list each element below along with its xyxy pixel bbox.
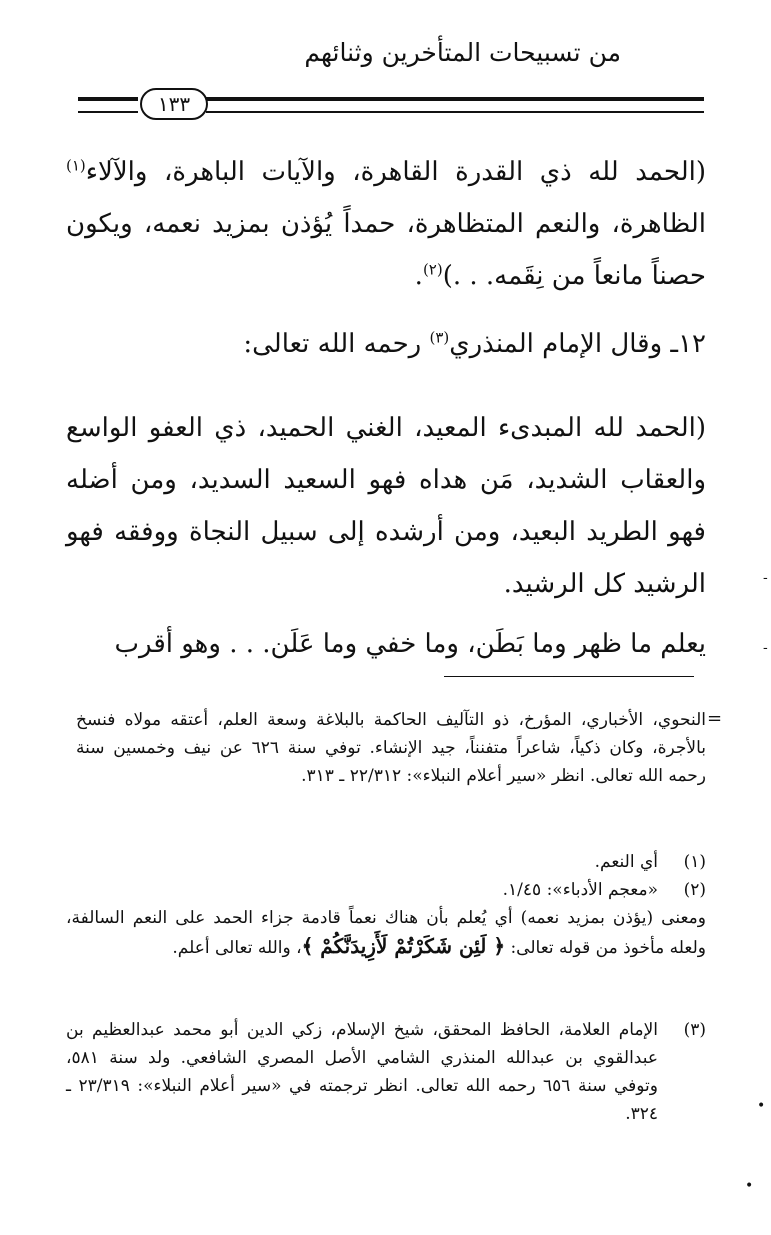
- intro-tail: رحمه الله تعالى:: [243, 329, 422, 359]
- paragraph-mundhiri-intro: [66, 318, 706, 370]
- footnote-explanation: [66, 904, 706, 962]
- explanation-end: ، والله تعالى أعلم.: [172, 938, 302, 958]
- scan-speck: -: [763, 640, 768, 656]
- header-rule-right: [206, 97, 704, 113]
- quran-verse: ﴿ لَئِن شَكَرْتُمْ لَأَزِيدَنَّكُمْ ﴾: [301, 934, 506, 958]
- scan-speck: -: [763, 570, 768, 586]
- footnote-separator: [444, 676, 694, 677]
- paragraph-hamd-2: (الحمد لله المبدىء المعيد، الغني الحميد، ذي العفو الواسع والعقاب الشديد، مَن هداه فهو السعيد السديد، ومن أضله فهو الطريد البعيد، ومن أرشده إلى سبيل النجاة ووفقه فهو الرشيد كل الرشيد.: [66, 413, 706, 599]
- footnote-ref-1: (١): [66, 156, 86, 175]
- footnote-text: الإمام العلامة، الحافظ المحقق، شيخ الإسلام، زكي الدين أبو محمد عبدالعظيم بن عبدالقوي بن عبدالله المنذري الشامي الأصل المصري الشافعي. ولد سنة ٥٨١، وتوفي سنة ٦٥٦ رحمه الله تعالى. انظر ترجمته في «سير أعلام النبلاء»: ٢٣/٣١٩ ـ ٣٢٤.: [66, 1020, 658, 1124]
- footnote-number: (٣): [683, 1020, 706, 1040]
- footnote-number: (١): [683, 852, 706, 872]
- header-rule: [78, 88, 704, 118]
- intro-text: ١٢ـ وقال الإمام المنذري: [449, 329, 706, 359]
- explanation-text: ومعنى (يؤذن بمزيد نعمه) أي يُعلم بأن هناك نعماً قادمة جزاء الحمد على النعم السالفة، ولعله مأخوذ من قوله تعالى:: [66, 908, 706, 958]
- page-number: ١٣٣: [140, 88, 208, 120]
- scan-speck: •: [757, 1098, 766, 1114]
- footnote-number: (٢): [683, 880, 706, 900]
- paragraph-end-mark: .: [414, 261, 423, 291]
- paragraph-continues: يعلم ما ظهر وما بَطَن، وما خفي وما عَلَن. . . وهو أقرب: [114, 629, 706, 659]
- footnote-ref-3: (٣): [429, 328, 450, 347]
- paragraph-text: (الحمد لله ذي القدرة القاهرة، والآيات الباهرة، والآلاء: [85, 157, 706, 187]
- footnote-text: أي النعم.: [594, 852, 658, 872]
- footnote-text: «معجم الأدباء»: ١/٤٥.: [502, 880, 658, 900]
- footnote-continuation: النحوي، الأخباري، المؤرخ، ذو التآليف الحاكمة بالبلاغة وسعة العلم، أعتقه مولاه فنسخ بالأجرة، وكان ذكياً، شاعراً متفنناً، جيد الإنشاء. توفي سنة ٦٢٦ عن نيف وخمسين سنة رحمه الله تعالى. انظر «سير أعلام النبلاء»: ٢٢/٣١٢ ـ ٣١٣.: [76, 710, 706, 786]
- running-header-title: من تسبيحات المتأخرين وثنائهم: [304, 38, 621, 67]
- footnote-ref-2: (٢): [422, 260, 443, 279]
- header-rule-left: [78, 97, 138, 113]
- paragraph-text-tail: الظاهرة، والنعم المتظاهرة، حمداً يُؤذن بمزيد نعمه، ويكون حصناً مانعاً من نِقَمه. . .): [66, 209, 706, 291]
- continuation-mark: =: [707, 708, 723, 729]
- paragraph-hamd-1: [66, 146, 706, 302]
- scan-speck: •: [745, 1178, 754, 1194]
